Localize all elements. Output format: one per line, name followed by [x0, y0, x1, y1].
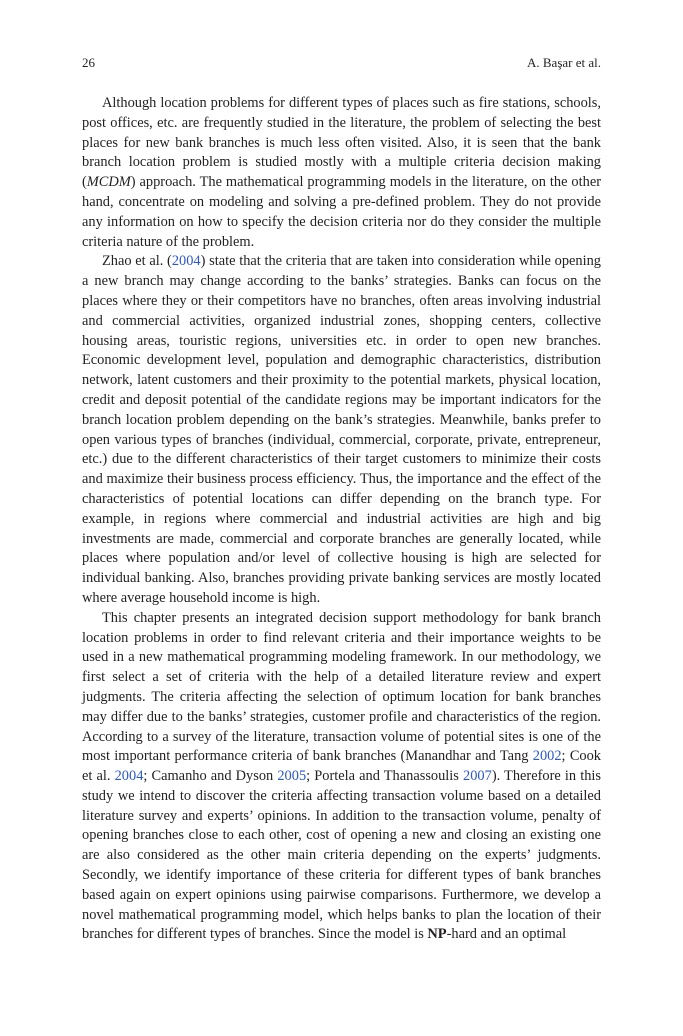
citation-link[interactable]: 2004 [114, 768, 144, 785]
page-number: 26 [82, 55, 95, 70]
paragraph-text: ). Therefore in this study we intend to discover the criteria affecting transaction volume based on a detailed literature survey and experts’ opinions. In addition to the transaction volume, penalty of opening branches close to each other, cost of opening a new and closing an existing one are also considered as the other main criteria depending on the experts’ judgments. Secondly, we identify importance of these criteria for different types of bank branches based again on expert opinions using pairwise comparisons. Furthermore, we develop a novel mathematical programming model, which helps banks to plan the location of their branches for different types of branches. Since the model is [82, 768, 601, 943]
paragraph-text: -hard and an optimal [446, 926, 567, 943]
citation-link[interactable]: 2004 [171, 253, 201, 270]
body-text [82, 94, 601, 945]
paragraph-text: ; Cook et al. [82, 748, 601, 785]
citation-link[interactable]: 2002 [532, 748, 562, 765]
citation-link[interactable]: 2005 [277, 768, 307, 785]
paragraph-text: ; Camanho and Dyson [143, 768, 278, 785]
paragraph-text: This chapter presents an integrated decision support methodology for bank branch location problems in order to find relevant criteria and their importance weights to be used in a new mathematical programming modeling framework. In our methodology, we first select a set of criteria with the help of a detailed literature review and expert judgments. The criteria affecting the selection of optimum location for bank branches may differ due to the banks’ strategies, customer profile and characteristics of the region. According to a survey of the literature, transaction volume of potential sites is one of the most important performance criteria of bank branches (Manandhar and Tang [82, 609, 601, 765]
paragraph-text: ; Portela and Thanassoulis [306, 768, 464, 785]
paragraph-text: ) approach. The mathematical programming models in the literature, on the other hand, concentrate on modeling and solving a pre-defined problem. They do not provide any information on how to specify the decision criteria nor do they consider the multiple criteria nature of the problem. [82, 174, 601, 250]
paragraph-text: Although location problems for different types of places such as fire stations, schools, post offices, etc. are frequently studied in the literature, the problem of selecting the best places for new bank branches is much less often visited. Also, it is seen that the bank branch location problem is studied mostly with a multiple criteria decision making ( [82, 95, 601, 191]
paragraph-text: Zhao et al. ( [102, 253, 172, 270]
paragraph-1 [82, 94, 601, 252]
paragraph-text: ) state that the criteria that are taken into consideration while opening a new branch may change according to the banks’ strategies. Banks can focus on the places where they or their competitors have no branches, often areas involving industrial and commercial activities, organized industrial zones, shopping centers, collective housing areas, touristic regions, universities etc. in order to open new branches. Economic development level, population and demographic characteristics, distribution network, latent customers and their proximity to the potential markets, physical location, credit and deposit potential of the candidate regions may be important indicators for the branch location problem depending on the bank’s strategies. Meanwhile, banks prefer to open various types of branches (individual, commercial, corporate, private, entrepreneur, etc.) due to the different characteristics of their target customers to minimize their costs and maximize their business process efficiency. Thus, the importance and the effect of the characteristics of potential locations can differ depending on the branch type. For example, in regions where commercial and industrial activities are high and big investments are made, commercial and corporate branches are generally located, while places where population and/or level of collective housing is high are selected for individual banking. Also, branches providing private banking services are mostly located where average household income is high. [82, 253, 601, 606]
mcdm-abbreviation: MCDM [86, 174, 131, 191]
paragraph-2 [82, 252, 601, 608]
running-author: A. Başar et al. [526, 55, 601, 70]
paragraph-3 [82, 609, 601, 946]
citation-link[interactable]: 2007 [463, 768, 492, 785]
running-head [82, 54, 601, 72]
np-hard-term: NP [427, 926, 447, 943]
